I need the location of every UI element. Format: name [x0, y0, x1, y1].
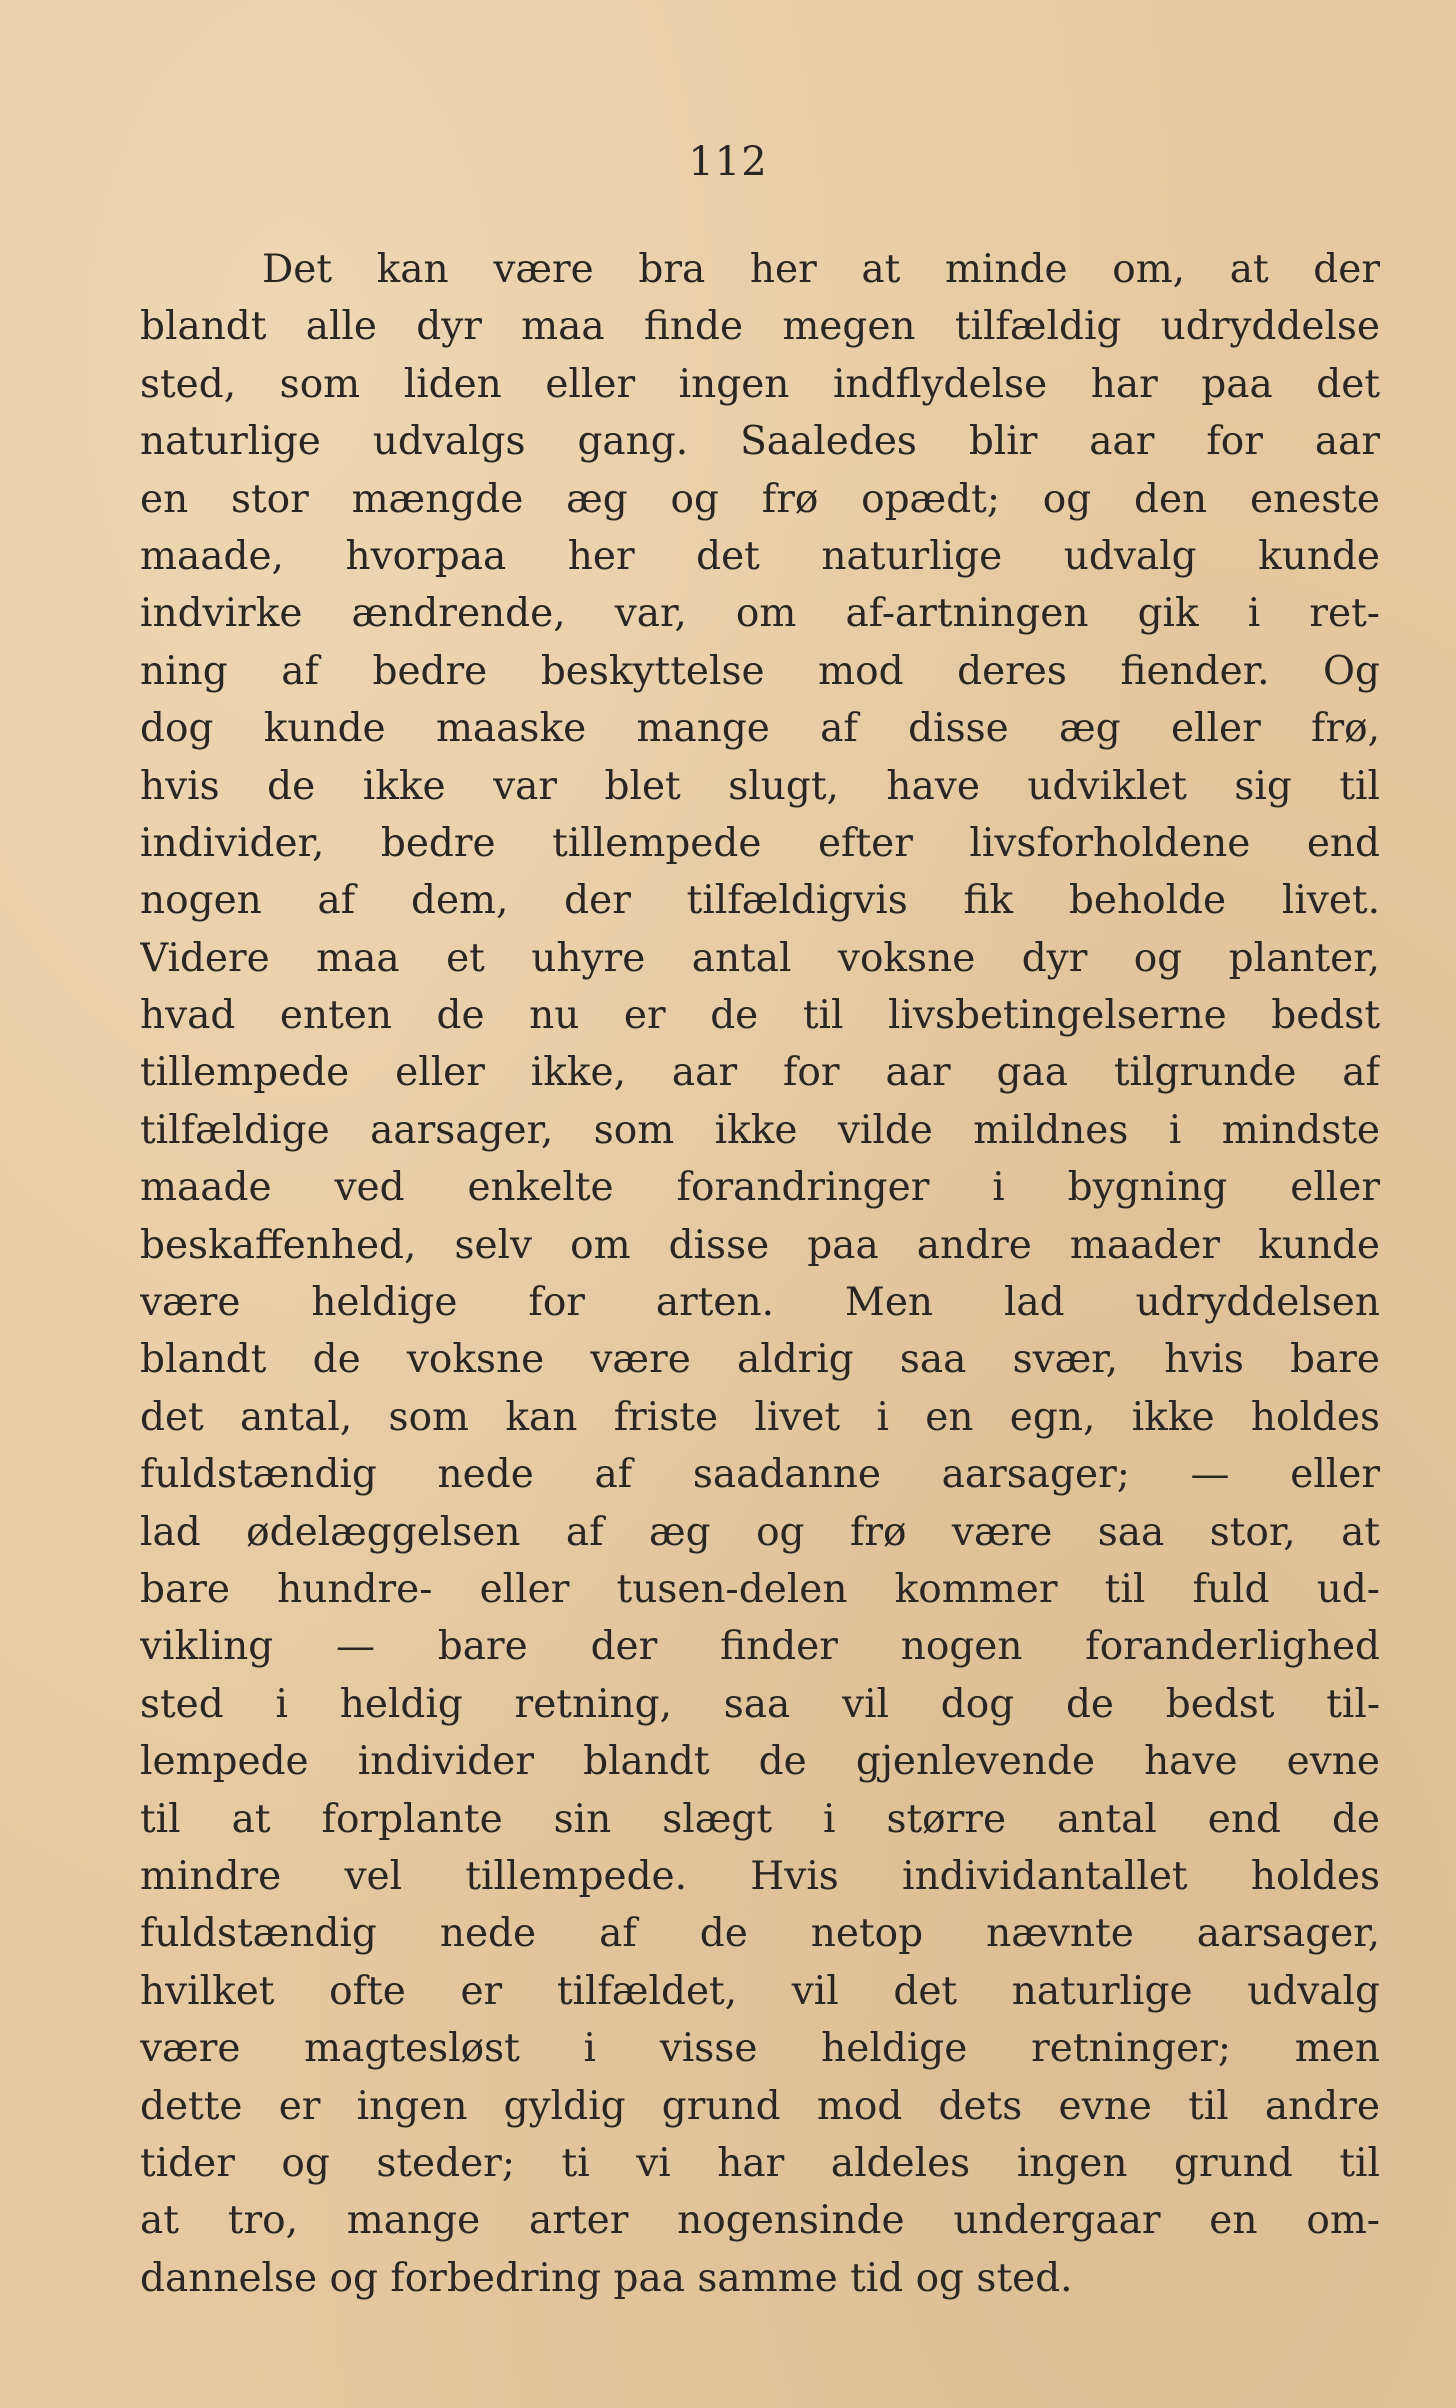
text-line: det antal, som kan friste livet i en egn, ikke holdes	[140, 1394, 1380, 1440]
text-line: maade ved enkelte forandringer i bygning eller	[140, 1165, 1380, 1211]
text-line: ning af bedre beskyttelse mod deres fiender. Og	[140, 648, 1380, 694]
text-line: naturlige udvalgs gang. Saaledes blir aar for aar	[140, 419, 1380, 465]
text-line: vikling — bare der finder nogen foranderlighed	[140, 1624, 1380, 1670]
text-line: Det kan være bra her at minde om, at der	[262, 247, 1380, 292]
text-line: fuldstændig nede af saadanne aarsager; — eller	[140, 1452, 1380, 1498]
text-line: at tro, mange arter nogensinde undergaar en om-	[140, 2198, 1380, 2244]
text-line: blandt de voksne være aldrig saa svær, hvis bare	[140, 1337, 1380, 1383]
text-line: hvilket ofte er tilfældet, vil det naturlige udvalg	[140, 1968, 1380, 2014]
text-line: være magtesløst i visse heldige retninger; men	[140, 2026, 1380, 2072]
text-line: sted i heldig retning, saa vil dog de bedst til-	[140, 1681, 1380, 1727]
text-line: sted, som liden eller ingen indflydelse har paa det	[140, 361, 1380, 407]
text-line: lempede individer blandt de gjenlevende have evne	[140, 1739, 1380, 1785]
text-line: beskaffenhed, selv om disse paa andre maader kunde	[140, 1222, 1380, 1268]
text-line: individer, bedre tillempede efter livsforholdene end	[140, 820, 1380, 866]
text-line: maade, hvorpaa her det naturlige udvalg kunde	[140, 533, 1380, 579]
text-line: hvis de ikke var blet slugt, have udviklet sig til	[140, 763, 1380, 809]
text-line: mindre vel tillempede. Hvis individantallet holdes	[140, 1853, 1380, 1899]
text-line: fuldstændig nede af de netop nævnte aarsager,	[140, 1911, 1380, 1957]
text-line: tillempede eller ikke, aar for aar gaa tilgrunde af	[140, 1050, 1380, 1096]
text-line: dette er ingen gyldig grund mod dets evne til andre	[140, 2083, 1380, 2129]
text-line: Videre maa et uhyre antal voksne dyr og planter,	[140, 935, 1380, 981]
text-line: tilfældige aarsager, som ikke vilde mildnes i mindste	[140, 1107, 1380, 1153]
page-number: 112	[688, 139, 768, 185]
text-line: dog kunde maaske mange af disse æg eller frø,	[140, 706, 1380, 752]
text-line: bare hundre- eller tusen-delen kommer til fuld ud-	[140, 1566, 1380, 1612]
text-line: blandt alle dyr maa finde megen tilfældig udryddelse	[140, 304, 1380, 350]
text-line: tider og steder; ti vi har aldeles ingen grund til	[140, 2140, 1380, 2186]
body-text	[140, 241, 1380, 2307]
text-line: til at forplante sin slægt i større antal end de	[140, 1796, 1380, 1842]
text-line: dannelse og forbedring paa samme tid og sted.	[140, 2255, 1073, 2301]
text-line: hvad enten de nu er de til livsbetingelserne bedst	[140, 993, 1380, 1039]
text-line: nogen af dem, der tilfældigvis fik beholde livet.	[140, 878, 1380, 924]
text-line: en stor mængde æg og frø opædt; og den eneste	[140, 476, 1380, 522]
text-line: lad ødelæggelsen af æg og frø være saa stor, at	[140, 1509, 1380, 1555]
text-line: være heldige for arten. Men lad udryddelsen	[140, 1280, 1380, 1326]
text-line: indvirke ændrende, var, om af-artningen gik i ret-	[140, 591, 1380, 637]
